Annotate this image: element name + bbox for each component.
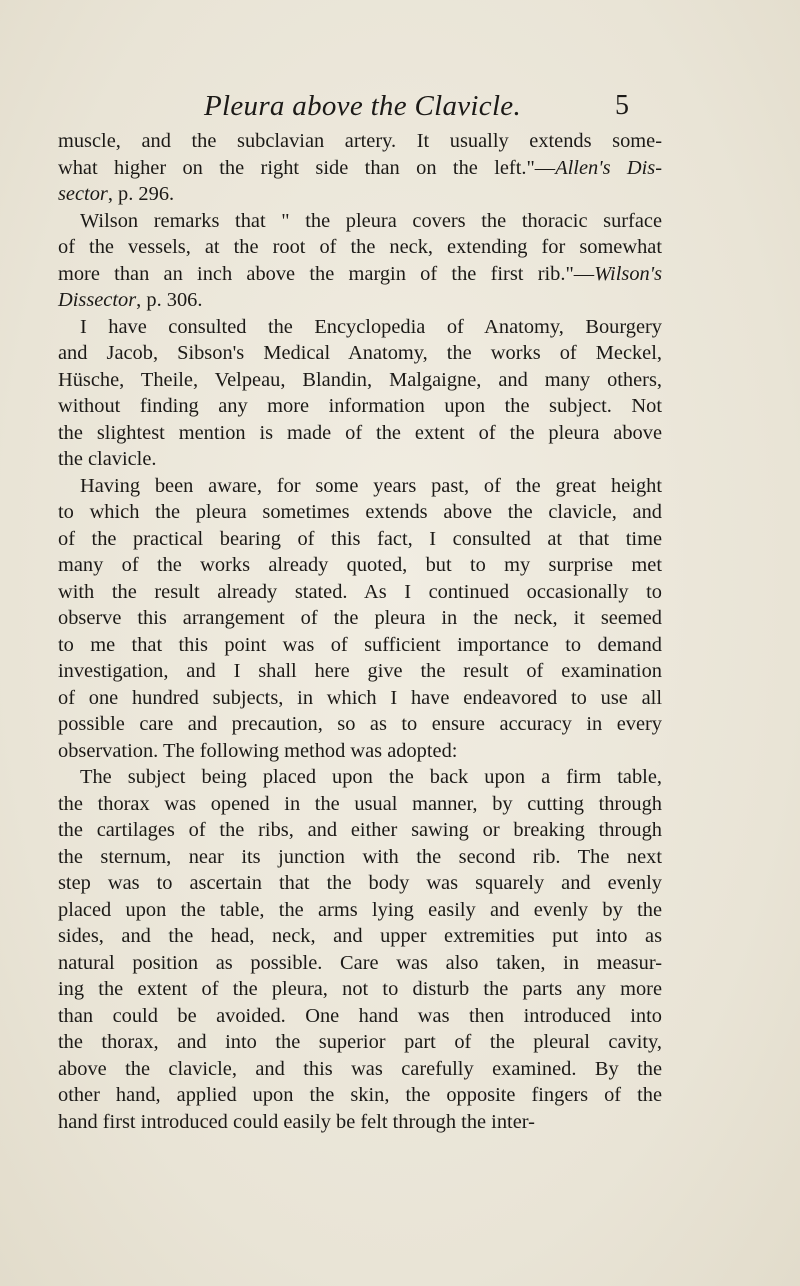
text-line: the slightest mention is made of the extent of the pleura above bbox=[58, 421, 662, 444]
text-line: than could be avoided. One hand was then introduced into bbox=[58, 1004, 662, 1027]
text-line: the sternum, near its junction with the second rib. The next bbox=[58, 845, 662, 868]
text-line: The subject being placed upon the back upon a firm table, bbox=[80, 766, 662, 788]
text-line: with the result already stated. As I continued occasionally to bbox=[58, 580, 662, 603]
paragraph-consulted bbox=[58, 314, 662, 473]
text-line: hand first introduced could easily be felt through the inter- bbox=[58, 1110, 535, 1133]
text-line: placed upon the table, the arms lying easily and evenly by the bbox=[58, 898, 662, 921]
text-line: sector, p. 296. bbox=[58, 183, 175, 205]
text-line: to me that this point was of sufficient importance to demand bbox=[58, 633, 662, 656]
text-line: without finding any more information upon the subject. Not bbox=[58, 395, 662, 417]
paragraph-wilson bbox=[58, 208, 662, 314]
text-line: observe this arrangement of the pleura in the neck, it seemed bbox=[58, 607, 662, 629]
text-line: the clavicle. bbox=[58, 448, 157, 470]
text-line: muscle, and the subclavian artery. It usually extends some- bbox=[58, 130, 662, 152]
text-line: of the practical bearing of this fact, I consulted at that time bbox=[58, 527, 662, 550]
citation-wilsons: Wilson's bbox=[594, 262, 662, 285]
text-line: other hand, applied upon the skin, the opposite fingers of the bbox=[58, 1084, 662, 1106]
text-line: above the clavicle, and this was carefully examined. By the bbox=[58, 1057, 662, 1080]
text-line: more than an inch above the margin of the first rib."—Wilson's bbox=[58, 262, 662, 285]
body-text bbox=[58, 128, 662, 1135]
text-line: observation. The following method was adopted: bbox=[58, 739, 458, 762]
text-line: Dissector, p. 306. bbox=[58, 289, 203, 311]
paragraph-allen-quote bbox=[58, 128, 662, 208]
text-line: investigation, and I shall here give the result of examination bbox=[58, 660, 662, 682]
text-line: I have consulted the Encyclopedia of Anatomy, Bourgery bbox=[80, 315, 662, 338]
running-head bbox=[60, 90, 660, 126]
citation-dissector: Dissector bbox=[58, 289, 137, 311]
paragraph-aware bbox=[58, 473, 662, 765]
text-line: possible care and precaution, so as to ensure accuracy in every bbox=[58, 713, 662, 735]
text-line: of the vessels, at the root of the neck, extending for somewhat bbox=[58, 236, 662, 258]
text-line: to which the pleura sometimes extends above the clavicle, and bbox=[58, 501, 662, 523]
text-line: the cartilages of the ribs, and either sawing or breaking through bbox=[58, 819, 662, 841]
citation-allens-dissector-cont: sector bbox=[58, 183, 108, 205]
text-line: sides, and the head, neck, and upper extremities put into as bbox=[58, 925, 662, 947]
text-line: and Jacob, Sibson's Medical Anatomy, the works of Meckel, bbox=[58, 342, 662, 364]
citation-allens-dissector: Allen's Dis- bbox=[555, 156, 663, 179]
text-line: the thorax was opened in the usual manner, by cutting through bbox=[58, 792, 662, 815]
text-line: step was to ascertain that the body was squarely and evenly bbox=[58, 872, 662, 894]
running-title: Pleura above the Clavicle. bbox=[204, 90, 522, 122]
text-line: of one hundred subjects, in which I have endeavored to use all bbox=[58, 686, 662, 709]
paragraph-method bbox=[58, 764, 662, 1135]
text-line: many of the works already quoted, but to my surprise met bbox=[58, 554, 662, 576]
text-line: the thorax, and into the superior part of the pleural cavity, bbox=[58, 1031, 662, 1053]
text-line: ing the extent of the pleura, not to disturb the parts any more bbox=[58, 978, 662, 1000]
text-line: what higher on the right side than on the left."—Allen's Dis- bbox=[58, 156, 663, 179]
text-line: Hüsche, Theile, Velpeau, Blandin, Malgaigne, and many others, bbox=[58, 368, 662, 391]
text-line: Having been aware, for some years past, of the great height bbox=[80, 474, 662, 497]
page-number: 5 bbox=[615, 90, 629, 121]
text-line: Wilson remarks that " the pleura covers the thoracic surface bbox=[80, 209, 662, 232]
text-line: natural position as possible. Care was also taken, in measur- bbox=[58, 951, 662, 974]
